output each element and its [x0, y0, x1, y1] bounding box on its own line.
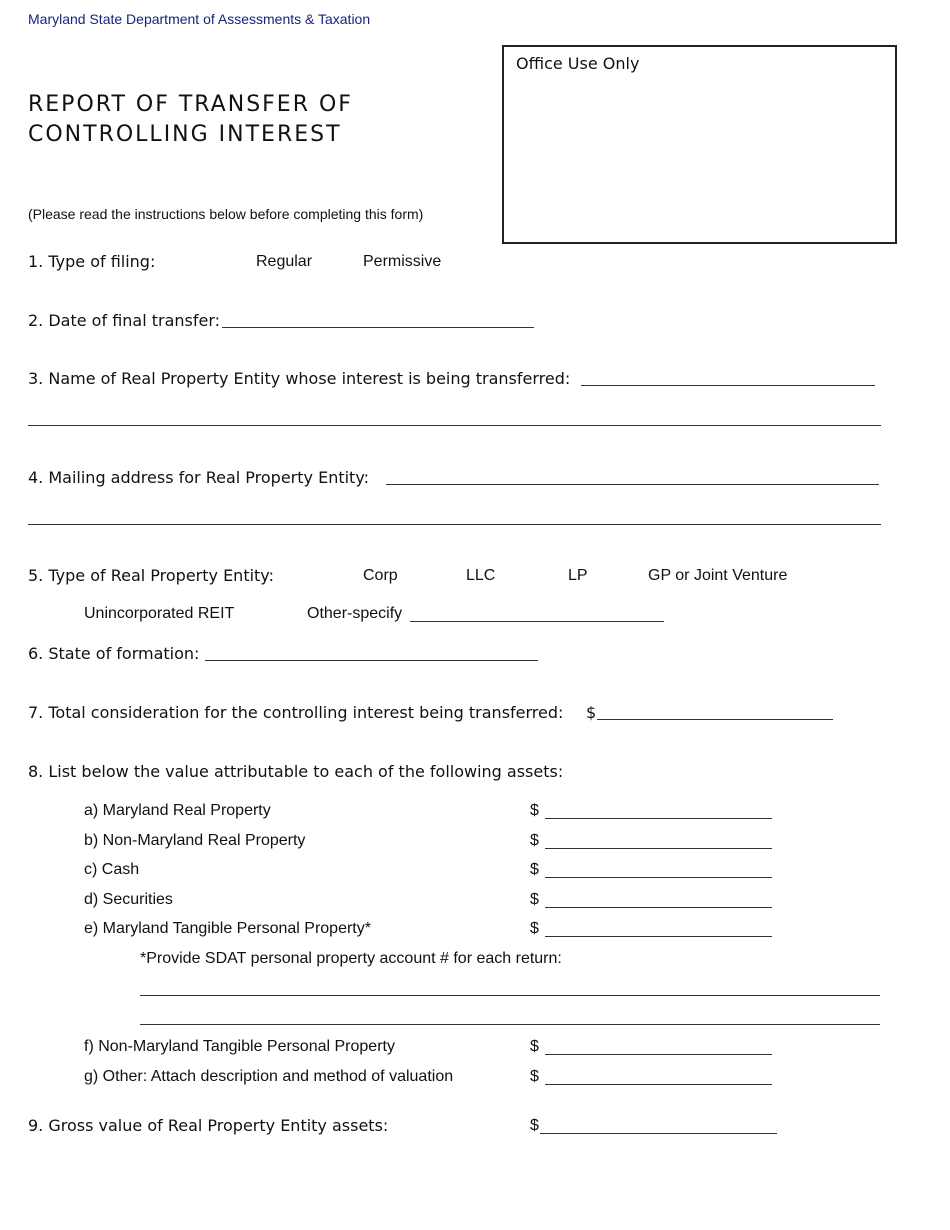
mailing-address-field-line-2[interactable] [28, 524, 881, 525]
q2-label: 2. Date of final transfer: [28, 311, 221, 330]
office-use-label: Office Use Only [516, 54, 640, 73]
entity-type-unincorporated-reit[interactable]: Unincorporated REIT [84, 605, 235, 622]
q9-label: 9. Gross value of Real Property Entity assets: [28, 1116, 389, 1135]
mailing-address-field[interactable] [386, 484, 879, 485]
entity-name-field[interactable] [581, 385, 875, 386]
entity-name-field-line-2[interactable] [28, 425, 881, 426]
entity-type-gp-joint-venture[interactable]: GP or Joint Venture [648, 567, 788, 584]
q7-label: 7. Total consideration for the controlling interest being transferred: [28, 703, 564, 722]
sdat-account-field-line-1[interactable] [140, 995, 880, 996]
asset-value-other[interactable] [545, 1084, 772, 1085]
asset-value-non-md-tangible-personal-property[interactable] [545, 1054, 772, 1055]
q1-label: 1. Type of filing: [28, 252, 156, 271]
entity-type-corp[interactable]: Corp [363, 567, 398, 584]
asset-currency: $ [530, 920, 539, 937]
gross-value-field[interactable] [540, 1133, 777, 1134]
asset-label-other: g) Other: Attach description and method of valuation [84, 1068, 454, 1085]
entity-type-other[interactable]: Other-specify [307, 605, 403, 622]
filing-option-regular[interactable]: Regular [256, 253, 313, 270]
agency-name: Maryland State Department of Assessments & Taxation [28, 11, 371, 27]
sdat-account-footnote: *Provide SDAT personal property account # for each return: [140, 950, 562, 967]
asset-label-securities: d) Securities [84, 891, 173, 908]
asset-label-non-md-real-property: b) Non-Maryland Real Property [84, 832, 306, 849]
asset-currency: $ [530, 802, 539, 819]
q5-label: 5. Type of Real Property Entity: [28, 566, 274, 585]
form-title-line-1: REPORT OF TRANSFER OF [28, 92, 353, 117]
date-of-transfer-field[interactable] [222, 327, 534, 328]
asset-label-md-tangible-personal-property: e) Maryland Tangible Personal Property* [84, 920, 371, 937]
asset-label-non-md-tangible-personal-property: f) Non-Maryland Tangible Personal Property [84, 1038, 395, 1055]
asset-currency: $ [530, 1068, 539, 1085]
asset-value-non-md-real-property[interactable] [545, 848, 772, 849]
q7-currency: $ [586, 703, 597, 722]
asset-value-md-real-property[interactable] [545, 818, 772, 819]
asset-currency: $ [530, 832, 539, 849]
asset-value-securities[interactable] [545, 907, 772, 908]
filing-option-permissive[interactable]: Permissive [363, 253, 442, 270]
asset-label-cash: c) Cash [84, 861, 140, 878]
entity-type-llc[interactable]: LLC [466, 567, 496, 584]
q9-currency: $ [530, 1117, 539, 1134]
state-of-formation-field[interactable] [205, 660, 538, 661]
q3-label: 3. Name of Real Property Entity whose interest is being transferred: [28, 369, 571, 388]
form-title-line-2: CONTROLLING INTEREST [28, 122, 342, 147]
q4-label: 4. Mailing address for Real Property Entity: [28, 468, 370, 487]
q8-label: 8. List below the value attributable to each of the following assets: [28, 762, 564, 781]
entity-type-other-field[interactable] [410, 621, 664, 622]
form-title [28, 90, 353, 150]
asset-value-md-tangible-personal-property[interactable] [545, 936, 772, 937]
asset-label-md-real-property: a) Maryland Real Property [84, 802, 271, 819]
asset-currency: $ [530, 1038, 539, 1055]
total-consideration-field[interactable] [597, 719, 833, 720]
asset-currency: $ [530, 861, 539, 878]
entity-type-lp[interactable]: LP [568, 567, 588, 584]
q6-label: 6. State of formation: [28, 644, 200, 663]
office-use-box [502, 45, 897, 244]
asset-value-cash[interactable] [545, 877, 772, 878]
instructions-note: (Please read the instructions below before completing this form) [28, 206, 424, 222]
sdat-account-field-line-2[interactable] [140, 1024, 880, 1025]
asset-currency: $ [530, 891, 539, 908]
